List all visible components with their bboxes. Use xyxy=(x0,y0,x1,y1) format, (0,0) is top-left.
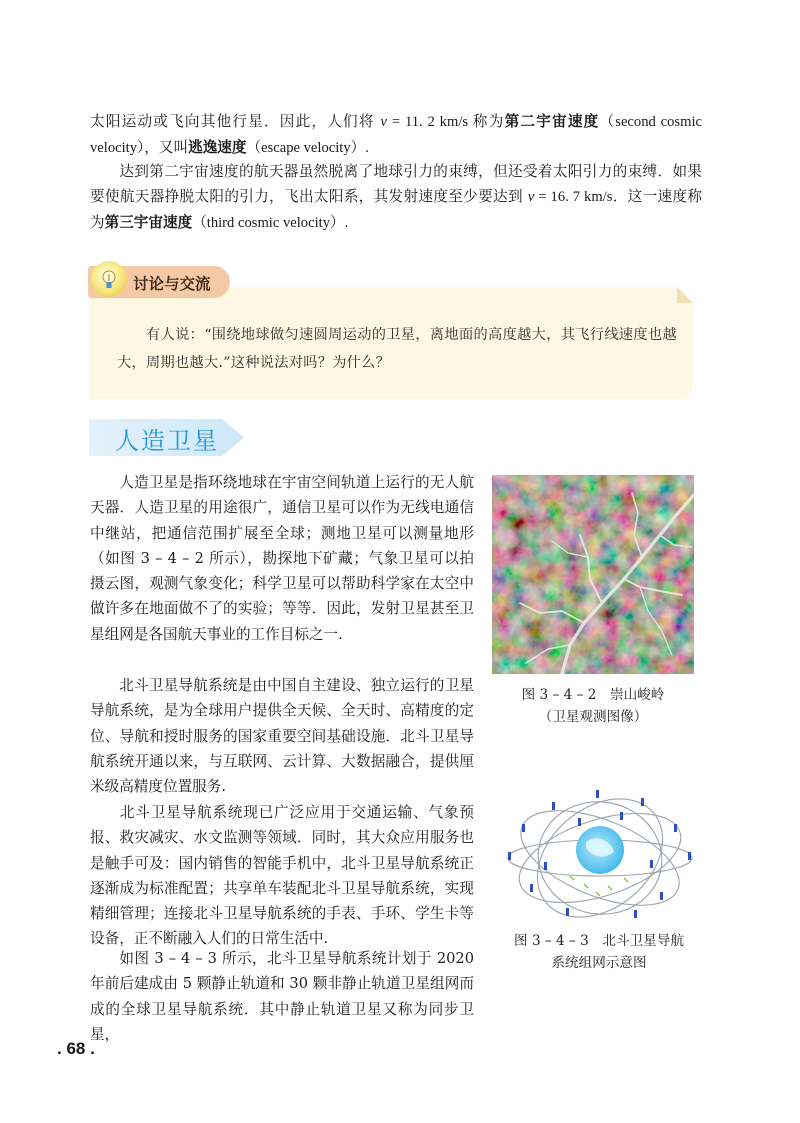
figure-3-4-3-caption: 图 3 – 4 – 3 北斗卫星导航 系统组网示意图 xyxy=(514,933,684,971)
intro-paragraph-1: 太阳运动或飞向其他行星．因此，人们将 v = 11. 2 km/s 称为第二宇宙速度（second cosmic velocity），又叫逃逸速度（escape velocity）. xyxy=(90,113,702,156)
term-escape-velocity: 逃逸速度 xyxy=(188,139,247,156)
figure-3-4-2-caption: 图 3 – 4 – 2 崇山峻岭 （卫星观测图像） xyxy=(521,687,665,725)
page-number: . 68 . xyxy=(57,1039,95,1058)
lightbulb-icon xyxy=(91,261,127,297)
body-paragraph-1: 人造卫星是指环绕地球在宇宙空间轨道上运行的无人航天器．人造卫星的用途很广，通信卫星可以作为无线电通信中继站，把通信范围扩展至全球；测地卫星可以测量地形（如图 3 – 4 – 2 所示），勘探地下矿藏；气象卫星可以拍摄云图，观测气象变化；科学卫星可以帮助科学家在太空中做许多在地面做不了的实验；等等．因此，发射卫星甚至卫星组网是各国航天事业的工作目标之一. xyxy=(90,474,474,643)
body-paragraph-3: 北斗卫星导航系统现已广泛应用于交通运输、气象预报、救灾减灾、水文监测等领域．同时，其大众应用服务也是触手可及：国内销售的智能手机中，北斗卫星导航系统正逐渐成为标准配置；共享单车装配北斗卫星导航系统，实现精细管理；连接北斗卫星导航系统的手表、手环、学生卡等设备，正不断融入人们的日常生活中. xyxy=(90,804,474,948)
term-second-cosmic-velocity: 第二宇宙速度 xyxy=(504,113,600,130)
intro-paragraph-2: 达到第二宇宙速度的航天器虽然脱离了地球引力的束缚，但还受着太阳引力的束缚．如果要使航天器挣脱太阳的引力，飞出太阳系，其发射速度至少要达到 v = 16. 7 km/s．这一速度称为第三宇宙速度（third cosmic velocity）. xyxy=(90,163,702,231)
satellite-terrain-image xyxy=(492,475,694,674)
discussion-title: 讨论与交流 xyxy=(133,275,211,293)
discussion-question: 有人说：“围绕地球做匀速圆周运动的卫星，离地面的高度越大，其飞行线速度也越大，周期也越大.”这种说法对吗？为什么？ xyxy=(117,327,677,371)
body-paragraph-4: 如图 3 – 4 – 3 所示，北斗卫星导航系统计划于 2020 年前后建成由 5 颗静止轨道和 30 颗非静止轨道卫星组网而成的全球卫星导航系统．其中静止轨道卫星又称为同步卫星， xyxy=(90,950,474,1043)
section-title: 人造卫星 xyxy=(115,427,219,455)
body-paragraph-2: 北斗卫星导航系统是由中国自主建设、独立运行的卫星导航系统，是为全球用户提供全天候、全天时、高精度的定位、导航和授时服务的国家重要空间基础设施．北斗卫星导航系统开通以来，与互联网、云计算、大数据融合，提供厘米级高精度位置服务. xyxy=(90,677,474,796)
term-third-cosmic-velocity: 第三宇宙速度 xyxy=(104,214,193,231)
beidou-constellation-diagram xyxy=(500,788,700,926)
